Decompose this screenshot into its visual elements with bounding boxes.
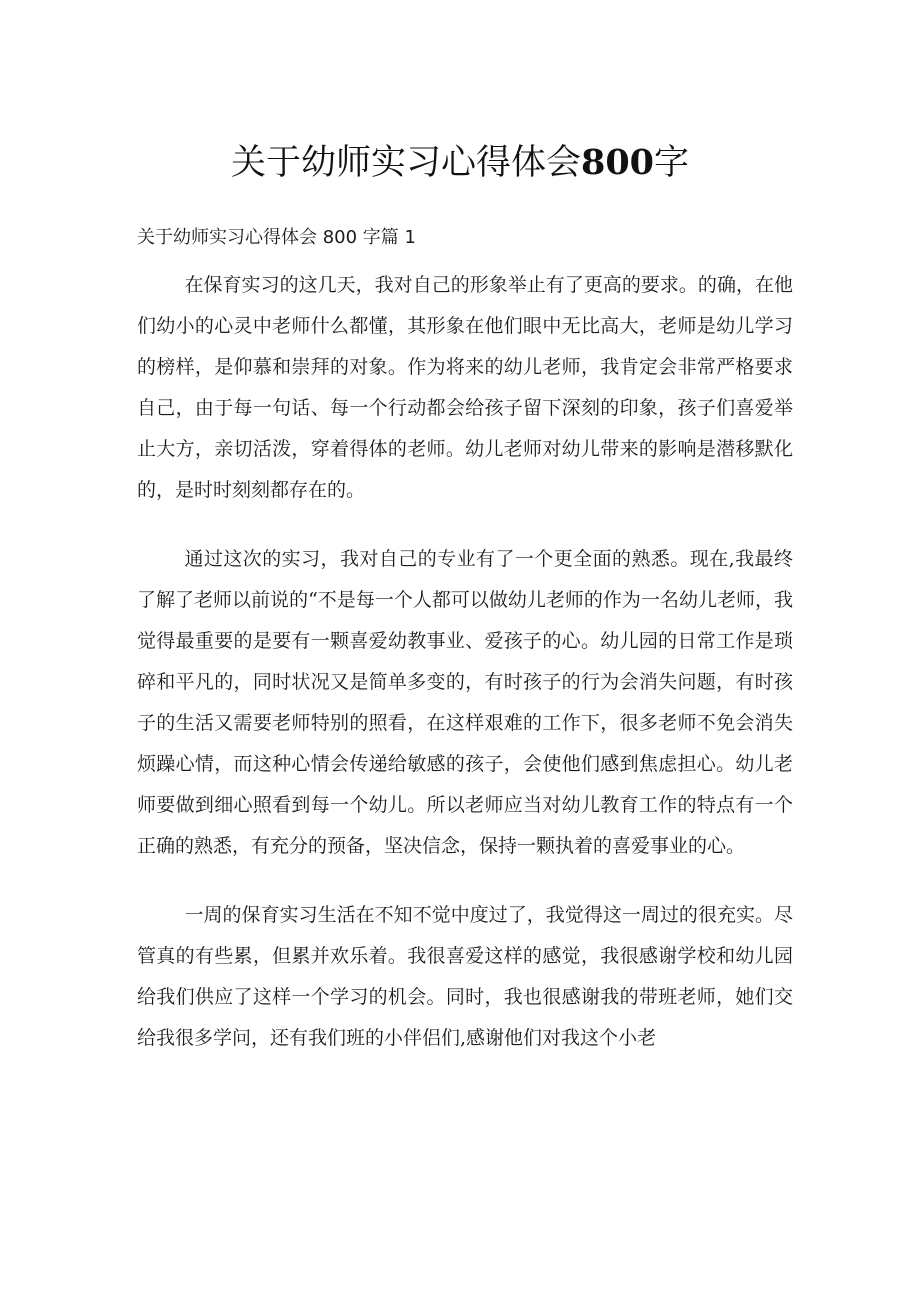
section-heading: 关于幼师实习心得体会 800 字篇 1 xyxy=(137,227,416,248)
title-text: 关于幼师实习心得体会 xyxy=(230,143,581,183)
document-title xyxy=(0,140,920,186)
document-body xyxy=(137,265,793,1087)
paragraph-2: 通过这次的实习，我对自己的专业有了一个更全面的熟悉。现在,我最终了解了老师以前说的“不是每一个人都可以做幼儿老师的作为一名幼儿老师，我觉得最重要的是要有一颗喜爱幼教事业、爱孩子的心。幼儿园的日常工作是琐碎和平凡的，同时状况又是简单多变的，有时孩子的行为会消失问题，有时孩子的生活又需要老师特别的照看，在这样艰难的工作下，很多老师不免会消失烦躁心情，而这种心情会传递给敏感的孩子，会使他们感到焦虑担心。幼儿老师要做到细心照看到每一个幼儿。所以老师应当对幼儿教育工作的特点有一个正确的熟悉，有充分的预备，坚决信念，保持一颗执着的喜爱事业的心。 xyxy=(137,548,793,857)
title-suffix: 字 xyxy=(654,143,690,183)
title-number: 800 xyxy=(580,142,655,183)
paragraph-1: 在保育实习的这几天，我对自己的形象举止有了更高的要求。的确，在他们幼小的心灵中老师什么都懂，其形象在他们眼中无比高大，老师是幼儿学习的榜样，是仰慕和崇拜的对象。作为将来的幼儿老师，我肯定会非常严格要求自己，由于每一句话、每一个行动都会给孩子留下深刻的印象，孩子们喜爱举止大方，亲切活泼，穿着得体的老师。幼儿老师对幼儿带来的影响是潜移默化的，是时时刻刻都存在的。 xyxy=(137,274,793,501)
paragraph-3: 一周的保育实习生活在不知不觉中度过了，我觉得这一周过的很充实。尽管真的有些累，但累并欢乐着。我很喜爱这样的感觉，我很感谢学校和幼儿园给我们供应了这样一个学习的机会。同时，我也很感谢我的带班老师，她们交给我很多学问，还有我们班的小伴侣们,感谢他们对我这个小老 xyxy=(137,904,793,1049)
